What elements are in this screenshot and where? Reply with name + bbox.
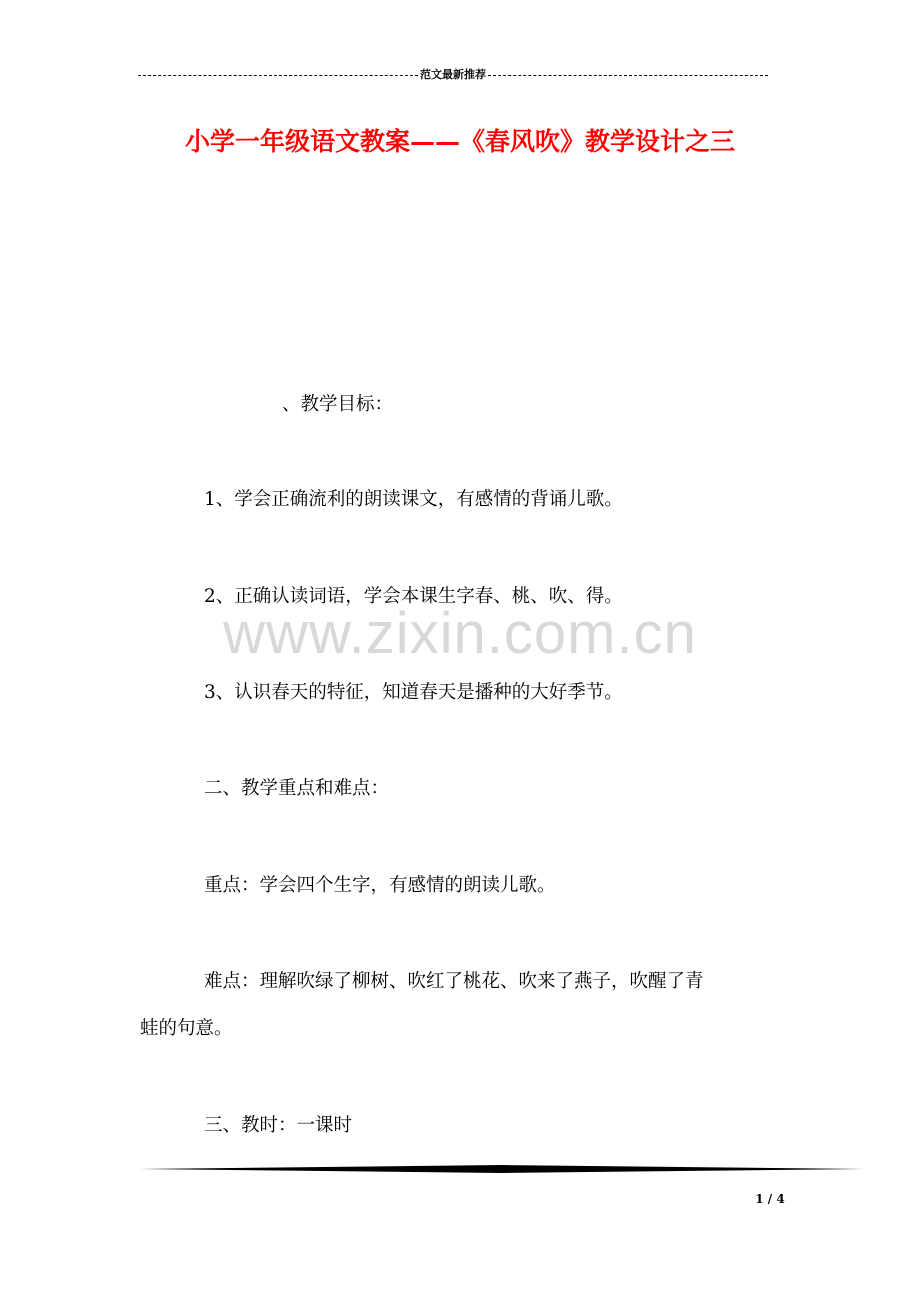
watermark: www.zixin.com.cn	[223, 601, 697, 666]
document-title: 小学一年级语文教案——《春风吹》教学设计之三	[184, 127, 735, 156]
difficulty-text: 难点：理解吹绿了柳树、吹红了桃花、吹来了燕子，吹醒了青	[204, 971, 704, 992]
objective-item-2: 2、正确认读词语，学会本课生字春、桃、吹、得。	[204, 586, 623, 607]
footer-rule	[140, 1162, 864, 1176]
objective-item-1: 1、学会正确流利的朗读课文，有感情的背诵儿歌。	[204, 489, 623, 510]
section-heading-lessons: 三、教时：一课时	[204, 1115, 353, 1136]
header-dash-right	[488, 75, 768, 76]
difficulty-text-cont: 蛙的句意。	[140, 1018, 233, 1039]
header-label: 范文最新推荐	[420, 68, 486, 81]
header-dash-left	[138, 75, 418, 76]
objective-item-3: 3、认识春天的特征，知道春天是播种的大好季节。	[204, 682, 623, 703]
page-header	[138, 66, 768, 82]
section-heading-objectives: 、教学目标：	[282, 394, 394, 415]
section-heading-key-points: 二、教学重点和难点：	[204, 778, 390, 799]
page-number: 1 / 4	[755, 1192, 785, 1206]
key-point-text: 重点：学会四个生字，有感情的朗读儿歌。	[204, 875, 556, 896]
